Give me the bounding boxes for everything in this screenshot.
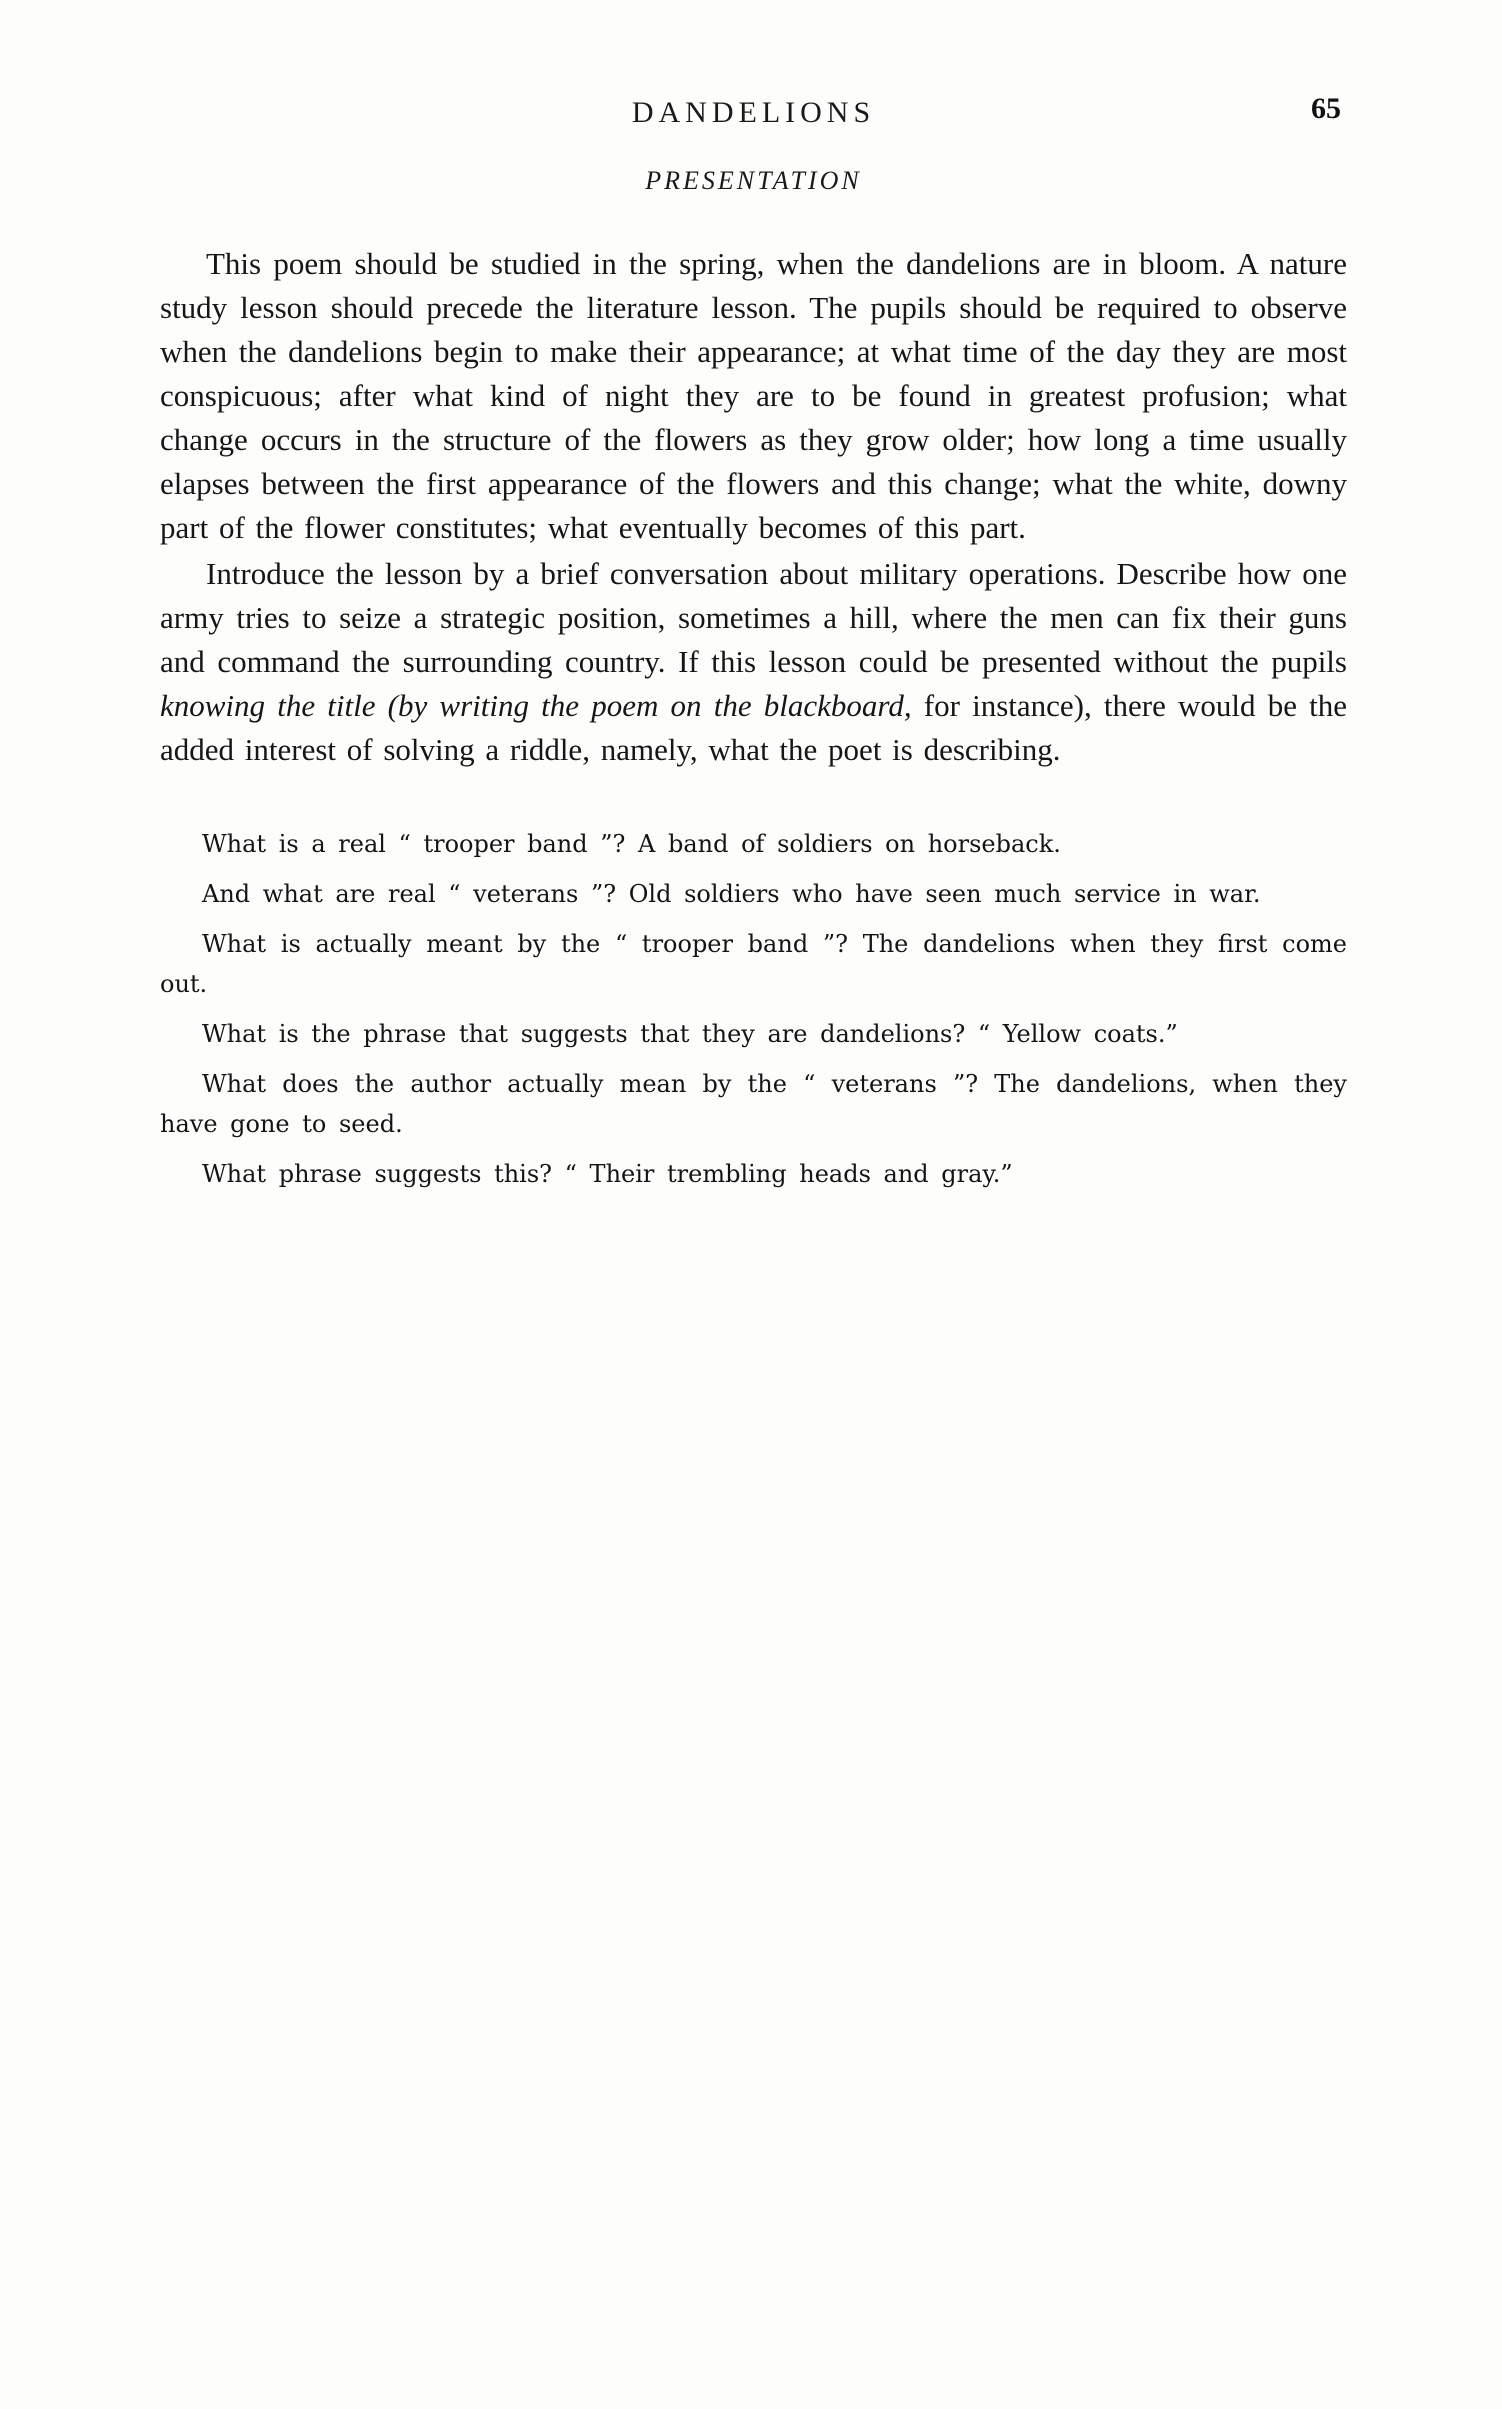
qa-item: And what are real “ veterans ”? Old soldiers who have seen much service in war. — [202, 880, 1261, 908]
section-title: PRESENTATION — [645, 166, 862, 195]
qa-item: What does the author actually mean by the “ veterans ”? The dandelions, when they have gone to seed. — [160, 1070, 1347, 1138]
paragraph: This poem should be studied in the spring, when the dandelions are in bloom. A nature study lesson should precede the literature lesson. The pupils should be required to observe when the dandelions begin to make their appearance; at what time of the day they are most conspicuous; after what kind of night they are to be found in greatest profusion; what change occurs in the structure of the flowers as they grow older; how long a time usually elapses between the first appearance of the flowers and this change; what the white, downy part of the flower constitutes; what eventually becomes of this part. — [160, 246, 1347, 545]
qa-item: What is the phrase that suggests that they are dandelions? “ Yellow coats.” — [202, 1020, 1178, 1048]
running-title: DANDELIONS — [631, 96, 876, 129]
paragraph-text: Introduce the lesson by a brief conversation about military operations. Describe how one army tries to seize a strategic position, sometimes a hill, where the men can fix their guns and command the surrounding country. If this lesson could be presented without the pupils — [160, 556, 1347, 679]
qa-item: What phrase suggests this? “ Their trembling heads and gray.” — [202, 1160, 1013, 1188]
qa-item: What is actually meant by the “ trooper band ”? The dandelions when they first come out. — [160, 930, 1347, 998]
question-answer-section — [160, 824, 1347, 1194]
qa-item: What is a real “ trooper band ”? A band of soldiers on horseback. — [202, 830, 1061, 858]
page-header — [160, 92, 1347, 140]
page-number: 65 — [1311, 92, 1341, 125]
paragraph-text: for instance), there would be the added interest of solving a riddle, namely, what the poet is describing. — [160, 688, 1348, 767]
paragraph-italic-text: knowing the title (by writing the poem on the blackboard, — [160, 688, 912, 723]
paragraph — [160, 552, 1347, 772]
